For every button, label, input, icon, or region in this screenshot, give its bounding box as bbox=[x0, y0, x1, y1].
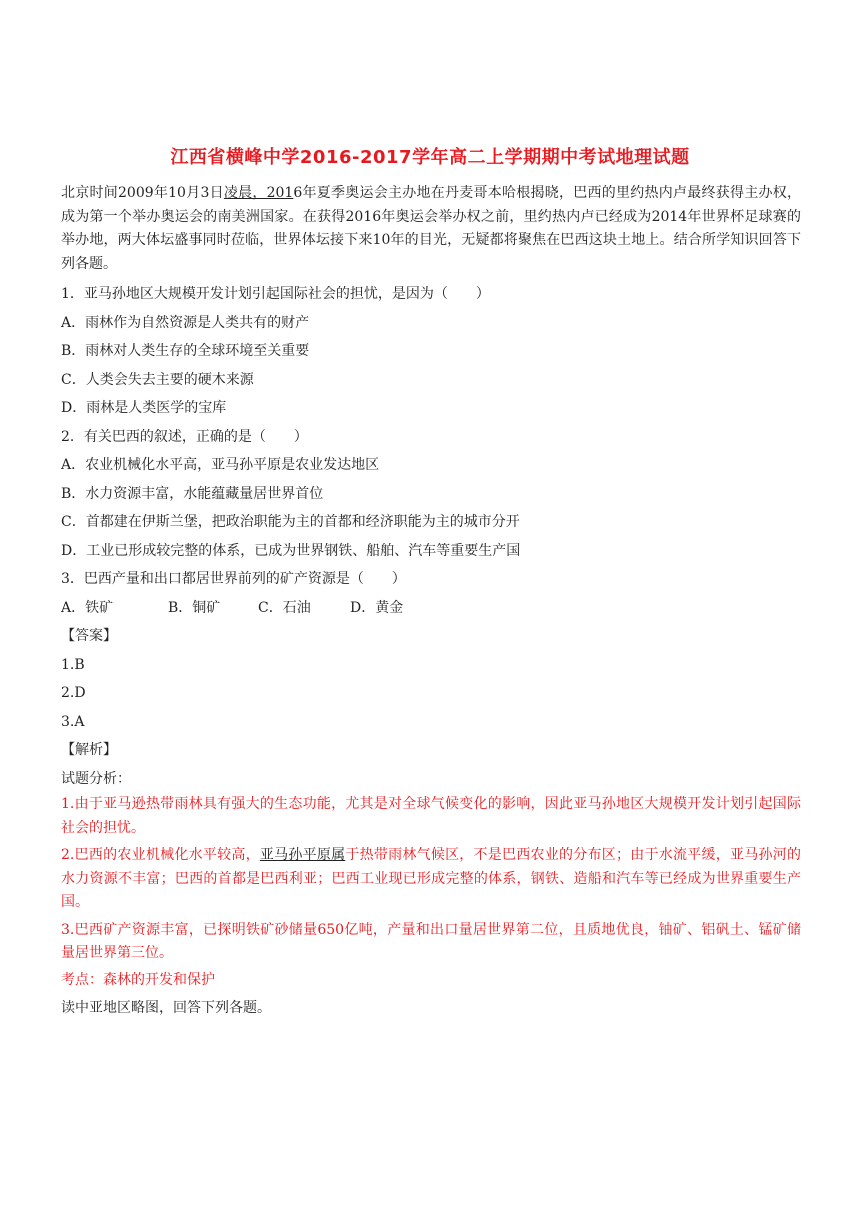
answer-section bbox=[61, 622, 801, 736]
intro-text-2: 6年夏季奥运会主办地在丹麦哥本哈根揭晓，巴西的里约热内卢最终获得主办权，成为第一个举办奥运会的南美洲国家。在获得2016年奥运会举办权之前，里约热内卢已经成为2014年世界杯足球赛的举办地，两大体坛盛事同时莅临，世界体坛接下来10年的目光，无疑都将聚焦在巴西这块土地上。结合所学知识回答下列各题。 bbox=[61, 185, 801, 272]
intro-underlined-text: 凌晨，201 bbox=[223, 185, 294, 201]
question-1 bbox=[61, 280, 801, 423]
explanation-2-text-1: 2.巴西的农业机械化水平较高， bbox=[61, 847, 260, 863]
question-stem: 3．巴西产量和出口都居世界前列的矿产资源是（ ） bbox=[61, 571, 406, 587]
option-c: C．人类会失去主要的硬木来源 bbox=[61, 371, 254, 388]
question-stem: 2．有关巴西的叙述，正确的是（ ） bbox=[61, 428, 308, 445]
answer-header: 【答案】 bbox=[61, 628, 117, 644]
option-c: C．石油 bbox=[258, 599, 311, 616]
next-question-intro: 读中亚地区略图，回答下列各题。 bbox=[61, 1000, 271, 1016]
option-c: C．首都建在伊斯兰堡，把政治职能为主的首都和经济职能为主的城市分开 bbox=[61, 514, 520, 530]
option-b: B．水力资源丰富，水能蕴藏量居世界首位 bbox=[61, 485, 324, 502]
option-d: D．工业已形成较完整的体系，已成为世界钢铁、船舶、汽车等重要生产国 bbox=[61, 542, 521, 559]
option-b: B．雨林对人类生存的全球环境至关重要 bbox=[61, 343, 310, 359]
intro-text-1: 北京时间2009年10月3日 bbox=[61, 185, 224, 201]
answer-item: 1.B bbox=[61, 656, 85, 673]
analysis-section bbox=[61, 736, 801, 994]
explanation-3: 3.巴西矿产资源丰富，已探明铁矿砂储量650亿吨，产量和出口量居世界第二位，且质地优良，铀矿、铝矾土、锰矿储量居世界第三位。 bbox=[61, 921, 801, 961]
option-d: D．雨林是人类医学的宝库 bbox=[61, 400, 227, 416]
explanation-2-underlined: 亚马孙平原属 bbox=[259, 847, 346, 863]
question-3 bbox=[61, 565, 801, 622]
explanation-2-text-2: 于热带雨林气候区，不是巴西农业的分布区；由于水流平缓，亚马孙河的水力资源不丰富；巴西的首都是巴西利亚；巴西工业现已形成完整的体系，钢铁、造船和汽车等已经成为世界重要生产国。 bbox=[61, 847, 802, 910]
page-title: 江西省横峰中学2016-2017学年高二上学期期中考试地理试题 bbox=[170, 147, 690, 168]
kaodian-note: 考点：森林的开发和保护 bbox=[61, 971, 215, 988]
question-stem: 1．亚马孙地区大规模开发计划引起国际社会的担忧，是因为（ ） bbox=[61, 286, 490, 302]
intro-paragraph bbox=[61, 182, 801, 276]
analysis-intro: 试题分析： bbox=[61, 770, 131, 787]
option-a: A．铁矿 bbox=[61, 599, 114, 616]
question-2 bbox=[61, 423, 801, 566]
analysis-header: 【解析】 bbox=[61, 742, 117, 758]
option-d: D．黄金 bbox=[350, 599, 404, 616]
explanation-2 bbox=[61, 844, 801, 915]
option-b: B．铜矿 bbox=[168, 599, 221, 616]
document-body bbox=[61, 182, 801, 1023]
options-row bbox=[61, 594, 801, 623]
option-a: A．雨林作为自然资源是人类共有的财产 bbox=[61, 314, 310, 331]
option-a: A．农业机械化水平高，亚马孙平原是农业发达地区 bbox=[61, 457, 380, 473]
answer-item: 3.A bbox=[61, 713, 85, 730]
explanation-1: 1.由于亚马逊热带雨林具有强大的生态功能，尤其是对全球气候变化的影响，因此亚马孙地区大规模开发计划引起国际社会的担忧。 bbox=[61, 796, 801, 836]
answer-item: 2.D bbox=[61, 685, 86, 701]
